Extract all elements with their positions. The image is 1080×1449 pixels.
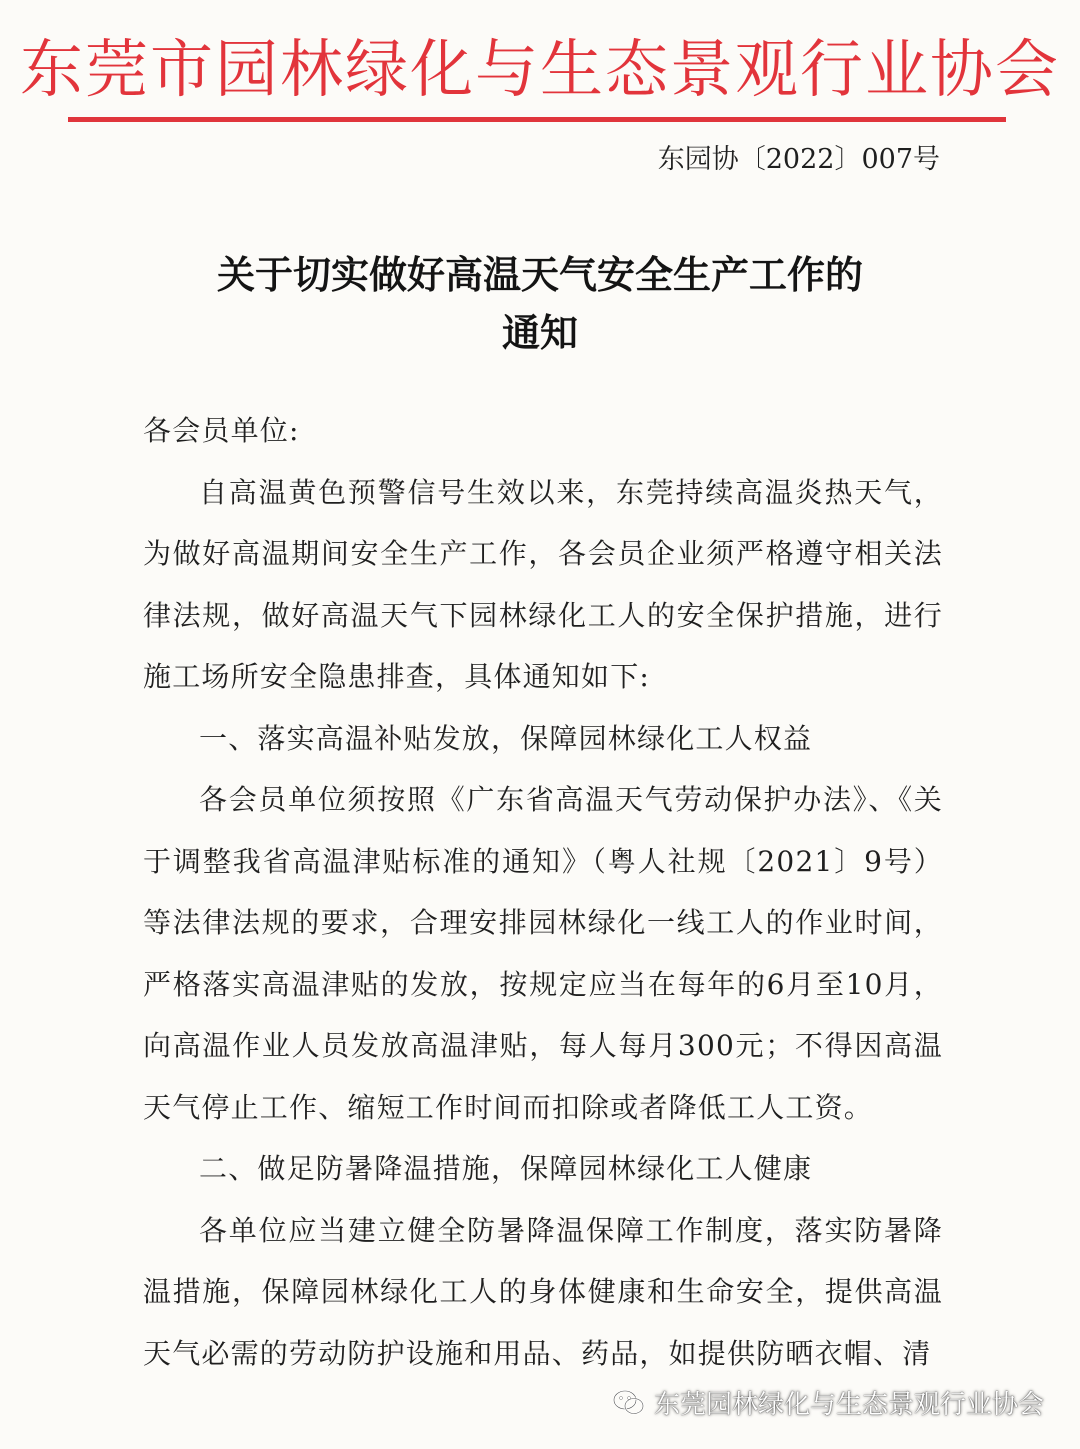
header-divider	[68, 117, 1006, 122]
salutation: 各会员单位:	[143, 414, 300, 447]
wechat-watermark	[612, 1384, 1044, 1421]
title-line-2: 通知	[501, 311, 578, 355]
paragraph-heat-protection: 各单位应当建立健全防暑降温保障工作制度，落实防暑降温措施，保障园林绿化工人的身体健康和生命安全，提供高温天气必需的劳动防护设施和用品、药品，如提供防晒衣帽、清	[143, 1213, 943, 1370]
organization-header: 东莞市园林绿化与生态景观行业协会	[20, 33, 1060, 106]
title-line-1: 关于切实做好高温天气安全生产工作的	[216, 253, 863, 297]
watermark-text: 东莞园林绿化与生态景观行业协会	[653, 1390, 1044, 1420]
document-body	[143, 400, 943, 1384]
section-heading-2: 二、做足防暑降温措施，保障园林绿化工人健康	[199, 1152, 813, 1185]
paragraph-subsidy: 各会员单位须按照《广东省高温天气劳动保护办法》、《关于调整我省高温津贴标准的通知》（粤人社规〔2021〕9号）等法律法规的要求，合理安排园林绿化一线工人的作业时间，严格落实高温津贴的发放，按规定应当在每年的6月至10月，向高温作业人员发放高温津贴，每人每月300元；不得因高温天气停止工作、缩短工作时间而扣除或者降低工人工资。	[143, 783, 943, 1124]
wechat-icon	[612, 1389, 646, 1417]
document-number: 东园协〔2022〕007号	[657, 144, 940, 175]
paragraph-intro: 自高温黄色预警信号生效以来，东莞持续高温炎热天气，为做好高温期间安全生产工作，各会员企业须严格遵守相关法律法规，做好高温天气下园林绿化工人的安全保护措施，进行施工场所安全隐患排查，具体通知如下:	[143, 475, 943, 693]
document-title	[0, 246, 1080, 362]
section-heading-1: 一、落实高温补贴发放，保障园林绿化工人权益	[199, 721, 813, 755]
